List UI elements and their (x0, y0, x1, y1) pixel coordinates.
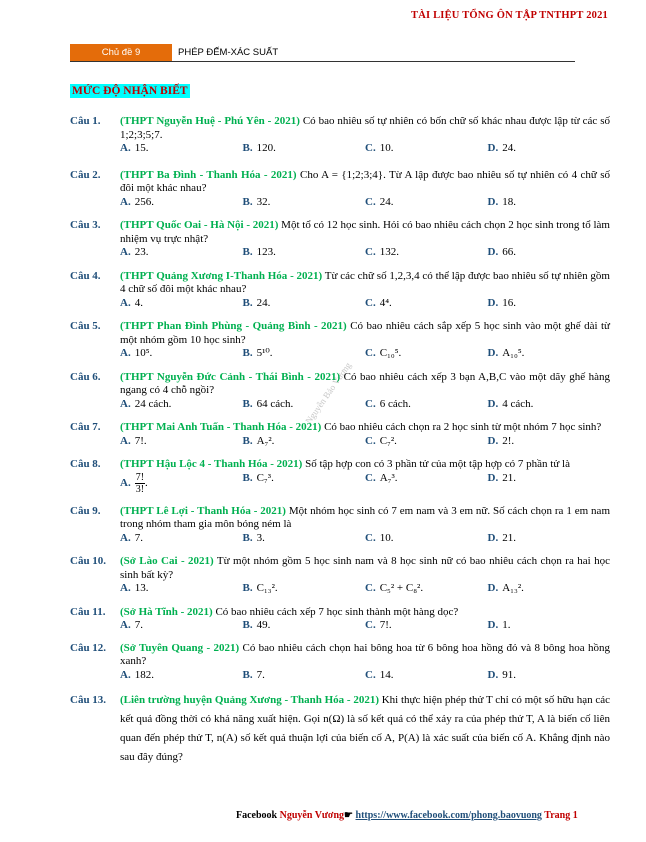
answer-option[interactable] (365, 142, 488, 156)
question-stem: Từ các chữ số 1,2,3,4 có thể lập được bao nhiêu số tự nhiên gồm 4 chữ số đôi một khác nhau? (120, 269, 610, 295)
option-label: A. (120, 434, 131, 447)
footer-author-name: Nguyễn Vương (279, 810, 345, 821)
question-stem: Cho A = {1;2;3;4}. Từ A lập được bao nhiêu số tự nhiên có 4 chữ số đôi một khác nhau? (120, 168, 610, 194)
option-value: 4⁴. (379, 296, 392, 309)
option-label: C. (365, 582, 376, 594)
chapter-tag: Chủ đề 9 (70, 44, 172, 61)
question-source: (Liên trường huyện Quảng Xương - Thanh Hóa - 2021) (120, 694, 379, 706)
answer-option[interactable] (365, 532, 488, 546)
answer-option[interactable] (243, 669, 366, 683)
option-value: 10. (379, 531, 394, 544)
question-stem: Một tổ có 12 học sinh. Hỏi có bao nhiêu cách chọn 2 học sinh trong tổ làm nhiệm vụ trực nhật? (120, 219, 610, 245)
option-label: D. (487, 471, 499, 484)
option-value: 14. (379, 668, 394, 681)
answer-option[interactable] (243, 472, 366, 495)
option-value: C₇². (379, 434, 397, 447)
question-source: (Sở Hà Tĩnh - 2021) (120, 605, 213, 618)
option-label: B. (242, 296, 253, 309)
option-label: C. (365, 471, 376, 484)
answer-options (120, 619, 610, 633)
option-value: C₅² + C₈². (379, 582, 424, 594)
answer-option[interactable] (243, 246, 366, 260)
option-label: D. (487, 246, 499, 258)
pointing-hand-icon: ☛ (344, 810, 354, 821)
option-label: B. (242, 668, 253, 681)
answer-option[interactable] (365, 398, 488, 412)
option-label: A. (120, 296, 131, 309)
option-label: B. (242, 619, 253, 631)
answer-option[interactable] (488, 532, 611, 546)
answer-option[interactable] (488, 435, 611, 449)
option-label: A. (120, 142, 131, 154)
option-value: 182. (134, 668, 154, 681)
answer-options (120, 246, 610, 260)
question-source: (THPT Ba Đình - Thanh Hóa - 2021) (120, 168, 297, 181)
question-text (120, 169, 610, 196)
option-label: D. (487, 142, 499, 154)
answer-option[interactable] (243, 398, 366, 412)
question-item (70, 691, 610, 767)
option-label: C. (365, 531, 376, 544)
answer-options (120, 297, 610, 311)
option-label: B. (242, 582, 253, 594)
option-value: 21. (502, 471, 516, 484)
answer-option[interactable] (488, 472, 611, 495)
question-text (120, 606, 610, 620)
answer-option[interactable]: A. $\frac{7!}{3!}$ . (120, 471, 148, 495)
answer-option[interactable] (488, 196, 611, 210)
question-source: (Sở Lào Cai - 2021) (120, 555, 214, 567)
question-text (120, 115, 610, 142)
option-label: B. (242, 195, 253, 208)
answer-options (120, 142, 610, 156)
answer-option[interactable] (365, 196, 488, 210)
option-label: D. (487, 531, 499, 544)
option-label: A. (120, 668, 131, 681)
option-value: 21. (502, 531, 516, 544)
option-label: A. (120, 195, 131, 208)
option-value: 10⁵. (134, 347, 153, 359)
question-item (70, 371, 610, 412)
answer-options (120, 669, 610, 683)
answer-options (120, 347, 610, 361)
option-value: A₁₀⁵. (502, 347, 525, 359)
question-number: Câu 6. (70, 370, 101, 383)
option-value: 13. (134, 582, 149, 594)
question-stem: Có bao nhiêu số tự nhiên có bốn chữ số khác nhau được lập từ các số 1;2;3;5;7. (120, 115, 610, 141)
option-value: C₁₀⁵. (379, 347, 402, 359)
option-label: C. (365, 434, 376, 447)
option-value: 16. (502, 296, 516, 309)
option-value: 24. (379, 195, 394, 208)
page-header-title: TÀI LIỆU TỔNG ÔN TẬP TNTHPT 2021 (410, 10, 608, 21)
fraction-numerator: 7! (135, 471, 145, 483)
option-label: C. (365, 347, 376, 359)
option-label: A. (120, 619, 131, 631)
answer-option[interactable] (120, 532, 243, 546)
option-value: 4 cách. (502, 397, 534, 410)
question-source: (THPT Mai Anh Tuấn - Thanh Hóa - 2021) (120, 421, 322, 433)
option-value: 66. (502, 246, 516, 258)
answer-options (120, 532, 610, 546)
question-item (70, 606, 610, 633)
answer-option[interactable] (120, 246, 243, 260)
option-value: 2!. (502, 434, 515, 447)
option-value: 5¹⁰. (256, 347, 273, 359)
answer-option[interactable] (488, 398, 611, 412)
answer-option[interactable] (243, 582, 366, 596)
question-stem: Có bao nhiêu cách xếp 3 bạn A,B,C vào một dãy ghế hàng ngang có 4 chỗ ngồi? (120, 370, 610, 396)
question-text (120, 421, 610, 435)
answer-option[interactable] (120, 196, 243, 210)
option-value: 1. (502, 619, 511, 631)
question-text (120, 219, 610, 246)
question-text (120, 505, 610, 532)
option-value: 4. (134, 296, 143, 309)
answer-options (120, 435, 610, 449)
answer-option[interactable] (120, 435, 243, 449)
answer-option[interactable] (120, 297, 243, 311)
question-stem: Khi thực hiện phép thử T chỉ có một số hữu hạn các kết quả đồng thời có khả năng xuất hiện. Gọi n(Ω) là số kết quả có thể xảy ra của phép thử T, A là biến cố liên quan đến phép thử T, n(A) số kết quả thuận lợi của biến cố A, P(A) là xác suất của biến cố A. Khẳng định nào sau đây đúng? (120, 694, 611, 763)
question-item (70, 169, 610, 210)
fraction (135, 472, 145, 495)
question-stem: Số tập hợp con có 3 phần tử của một tập hợp có 7 phần tử là (302, 458, 570, 470)
page-number: Trang 1 (544, 810, 578, 821)
option-value: 91. (502, 668, 516, 681)
question-item (70, 458, 610, 495)
footer-label: Facebook (236, 810, 278, 821)
option-label: D. (487, 668, 499, 681)
option-value: 49. (256, 619, 271, 631)
answer-option[interactable] (120, 142, 243, 156)
option-value: 15. (134, 142, 149, 154)
question-number: Câu 5. (70, 320, 101, 332)
question-list (70, 106, 610, 767)
option-label: D. (487, 434, 499, 447)
question-stem: Có bao nhiêu cách sắp xếp 5 học sinh vào một ghế dài từ một nhóm gồm 10 học sinh? (120, 320, 611, 346)
question-source: (THPT Hậu Lộc 4 - Thanh Hóa - 2021) (120, 458, 303, 470)
question-stem: Có bao nhiêu cách chọn ra 2 học sinh từ một nhóm 7 học sinh? (321, 421, 602, 433)
answer-options (120, 582, 610, 596)
question-source: (THPT Phan Đình Phùng - Quảng Bình - 2021) (120, 320, 347, 332)
answer-option[interactable] (243, 142, 366, 156)
answer-option[interactable] (243, 435, 366, 449)
option-label: C. (365, 142, 376, 154)
question-item (70, 505, 610, 546)
answer-option[interactable] (243, 347, 366, 361)
option-label: C. (365, 195, 376, 208)
question-stem: Có bao nhiêu cách xếp 7 học sinh thành một hàng dọc? (212, 605, 459, 618)
question-number: Câu 3. (70, 219, 101, 231)
answer-option[interactable] (488, 142, 611, 156)
answer-option[interactable] (243, 297, 366, 311)
page-footer (236, 810, 578, 821)
question-source: (Sở Tuyên Quang - 2021) (120, 641, 240, 654)
option-value: 7!. (379, 619, 392, 631)
fraction-denominator: 3! (135, 483, 145, 495)
option-value: 64 cách. (256, 397, 294, 410)
chapter-title: PHÉP ĐẾM-XÁC SUẤT (178, 47, 279, 58)
answer-option[interactable] (488, 297, 611, 311)
question-number: Câu 2. (70, 168, 101, 181)
answer-option[interactable] (365, 669, 488, 683)
answer-option[interactable] (243, 196, 366, 210)
answer-options (120, 472, 610, 495)
option-value: 10. (379, 142, 394, 154)
question-source: (THPT Nguyễn Huệ - Phú Yên - 2021) (120, 115, 300, 127)
answer-option[interactable] (365, 246, 488, 260)
question-text (120, 555, 610, 582)
answer-option[interactable] (243, 619, 366, 633)
chapter-bar (70, 44, 575, 62)
option-value: A₇³. (379, 471, 398, 484)
answer-option[interactable] (365, 435, 488, 449)
question-stem: Có bao nhiêu cách chọn hai bông hoa từ 6 bông hoa hồng đỏ và 8 bông hoa hồng xanh? (120, 641, 610, 667)
question-text (120, 320, 610, 347)
question-number: Câu 7. (70, 421, 101, 433)
option-label: A. (120, 347, 131, 359)
option-label: B. (242, 142, 253, 154)
level-heading: MỨC ĐỘ NHẬN BIẾT (72, 85, 188, 97)
option-label: C. (365, 619, 376, 631)
question-item (70, 421, 610, 448)
option-value: 7. (134, 531, 143, 544)
question-item (70, 555, 610, 596)
answer-option[interactable] (488, 347, 611, 361)
option-value: 7. (134, 619, 143, 631)
answer-option[interactable] (488, 582, 611, 596)
question-number: Câu 8. (70, 458, 101, 470)
answer-option[interactable] (488, 669, 611, 683)
question-item (70, 270, 610, 311)
question-number: Câu 1. (70, 115, 101, 127)
answer-option[interactable] (120, 347, 243, 361)
option-label: C. (365, 296, 376, 309)
option-value: 7. (256, 668, 265, 681)
question-item (70, 219, 610, 260)
answer-option[interactable] (243, 532, 366, 546)
question-item (70, 320, 610, 361)
option-label: D. (487, 397, 499, 410)
answer-option[interactable] (365, 472, 488, 495)
answer-option[interactable] (120, 669, 243, 683)
question-source: (THPT Lê Lợi - Thanh Hóa - 2021) (120, 504, 286, 517)
answer-option[interactable] (365, 582, 488, 596)
answer-option[interactable] (120, 582, 243, 596)
option-value: C₇³. (256, 471, 274, 484)
question-stem: Một nhóm học sinh có 7 em nam và 3 em nữ. Số cách chọn ra 1 em nam trong nhóm tham gia môn bóng ném là (120, 504, 610, 530)
question-text (120, 371, 610, 398)
option-label: A. (120, 397, 131, 410)
answer-options (120, 196, 610, 210)
option-value: 7!. (134, 434, 147, 447)
option-value: 256. (134, 195, 154, 208)
option-label: B. (242, 246, 253, 258)
option-value: 120. (256, 142, 276, 154)
option-label: D. (487, 619, 499, 631)
facebook-link[interactable]: https://www.facebook.com/phong.baovuong (355, 810, 542, 821)
answer-option[interactable] (365, 619, 488, 633)
watermark: Nguyễn Bảo Vương (303, 360, 354, 426)
option-label: B. (242, 531, 253, 544)
option-label: B. (242, 471, 253, 484)
question-text (120, 270, 610, 297)
option-value: 123. (256, 246, 276, 258)
question-item (70, 115, 610, 156)
question-number: Câu 12. (70, 641, 107, 654)
option-value: 24. (502, 142, 516, 154)
option-value: A₁₃². (502, 582, 524, 594)
option-value: 3. (256, 531, 265, 544)
option-value: 32. (256, 195, 271, 208)
option-value: 18. (502, 195, 516, 208)
option-label: A. (120, 476, 131, 489)
option-label: C. (365, 397, 376, 410)
option-value: 24 cách. (134, 397, 172, 410)
option-label: D. (487, 347, 499, 359)
answer-option[interactable] (488, 619, 611, 633)
option-value: 132. (379, 246, 399, 258)
answer-option[interactable] (365, 297, 488, 311)
question-number: Câu 11. (70, 605, 106, 618)
option-value: 24. (256, 296, 271, 309)
answer-option[interactable] (120, 619, 243, 633)
option-label: A. (120, 246, 131, 258)
option-value: 23. (134, 246, 149, 258)
question-source: (THPT Nguyễn Đức Cảnh - Thái Bình - 2021) (120, 370, 341, 383)
question-stem: Từ một nhóm gồm 5 học sinh nam và 8 học sinh nữ có bao nhiêu cách chọn ra hai học sinh bất kỳ? (120, 555, 610, 581)
question-number: Câu 9. (70, 504, 101, 517)
option-value: A₇². (256, 434, 275, 447)
option-label: B. (242, 434, 253, 447)
option-label: B. (242, 397, 253, 410)
question-text (120, 458, 610, 472)
option-value: 6 cách. (379, 397, 411, 410)
question-text (120, 642, 610, 669)
option-label: D. (487, 582, 499, 594)
option-label: A. (120, 582, 131, 594)
question-number: Câu 10. (70, 555, 107, 567)
answer-option[interactable] (365, 347, 488, 361)
answer-option[interactable] (488, 246, 611, 260)
option-label: D. (487, 296, 499, 309)
question-text (120, 691, 610, 767)
option-label: D. (487, 195, 499, 208)
option-label: B. (242, 347, 253, 359)
question-number: Câu 13. (70, 694, 107, 706)
option-value: C₁₃². (256, 582, 278, 594)
question-number: Câu 4. (70, 269, 101, 282)
question-source: (THPT Quảng Xương I-Thanh Hóa - 2021) (120, 269, 323, 282)
option-label: C. (365, 246, 376, 258)
option-label: C. (365, 668, 376, 681)
option-label: A. (120, 531, 131, 544)
question-item (70, 642, 610, 683)
answer-options (120, 398, 610, 412)
answer-option[interactable] (120, 398, 243, 412)
question-source: (THPT Quốc Oai - Hà Nội - 2021) (120, 219, 279, 231)
